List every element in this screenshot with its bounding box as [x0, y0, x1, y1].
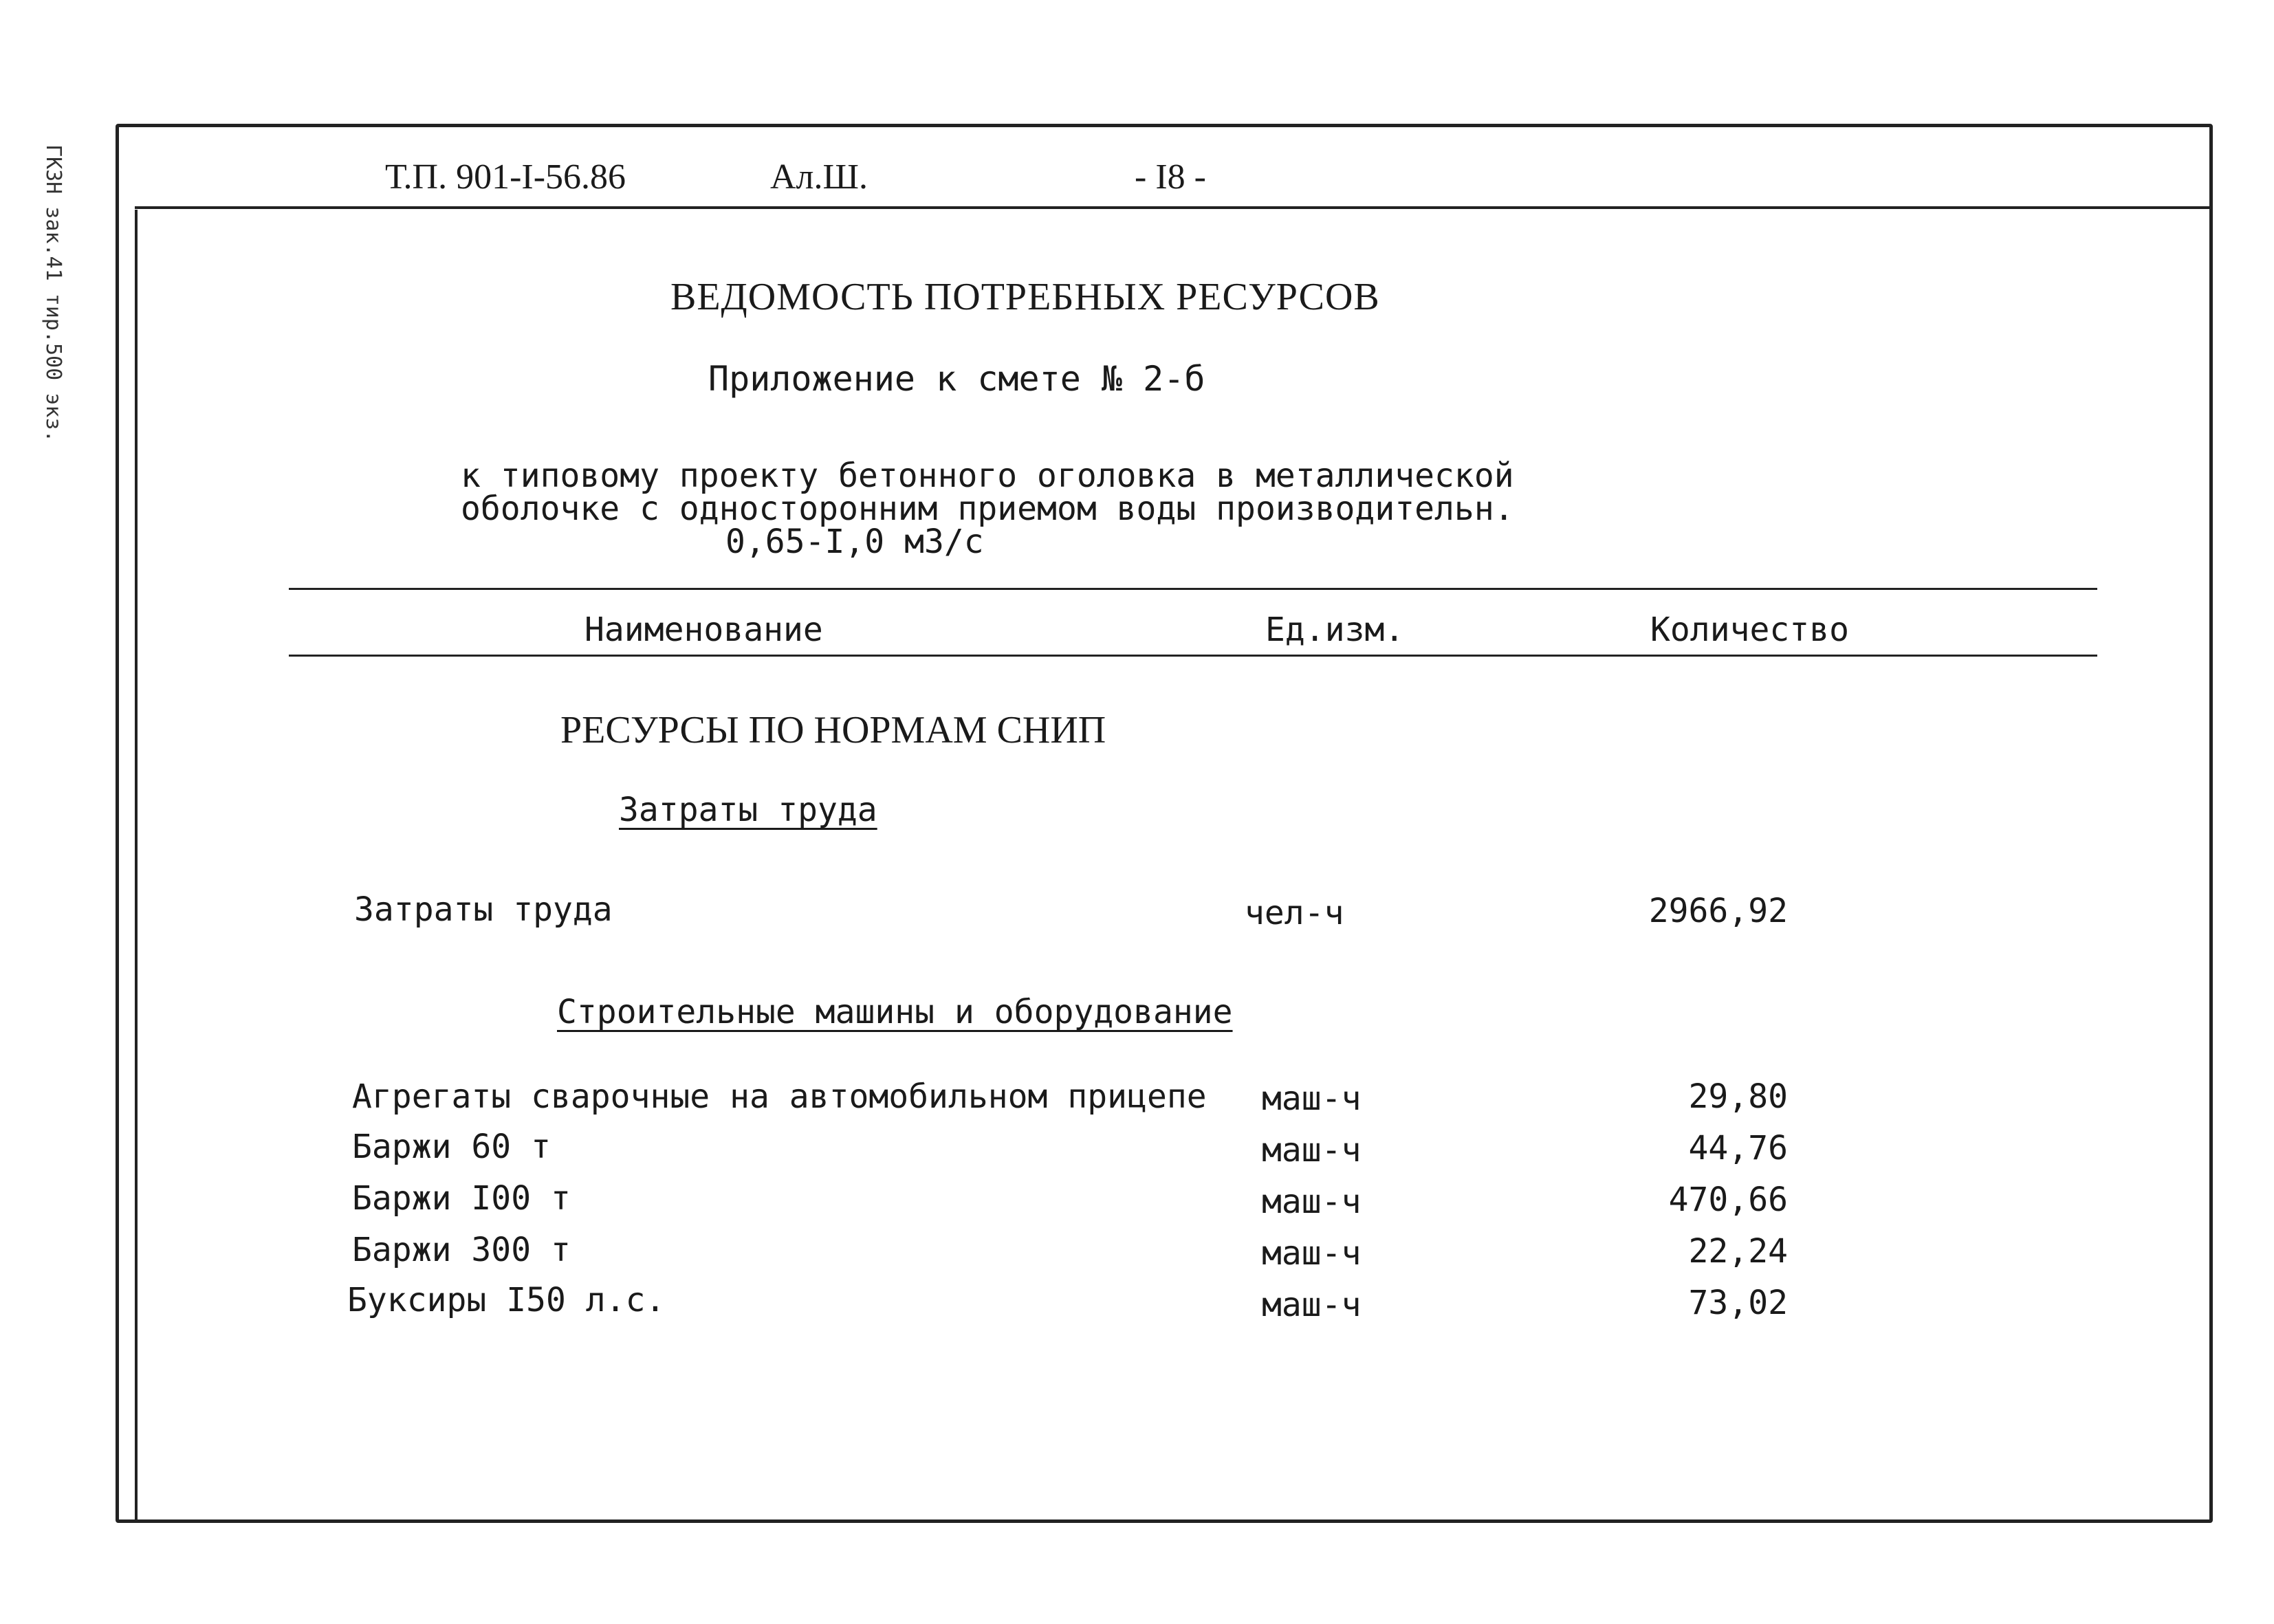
row-name: Агрегаты сварочные на автомобильном прицепе — [352, 1077, 1207, 1116]
print-stamp: ГКЗН зак.41 тир.500 экз. — [41, 144, 65, 443]
table-header-rule — [289, 655, 2097, 657]
document-subtitle: Приложение к смете № 2-б — [708, 359, 1205, 399]
document-title: ВЕДОМОСТЬ ПОТРЕБНЫХ РЕСУРСОВ — [670, 276, 1380, 318]
description-line-1: к типовому проекту бетонного оголовка в металлической — [461, 457, 1514, 495]
row-name: Баржи 300 т — [352, 1231, 571, 1269]
description-line-3: 0,65-I,0 м3/с — [725, 523, 984, 561]
description-line-2: оболочке с односторонним приемом воды производительн. — [461, 490, 1514, 528]
header-rule — [135, 206, 2213, 209]
page-number: - I8 - — [1135, 157, 1206, 197]
row-quantity: 470,66 — [1668, 1181, 1788, 1219]
column-header-quantity: Количество — [1650, 611, 1849, 649]
row-name: Буксиры I50 л.с. — [347, 1281, 666, 1319]
doc-code: Т.П. 901-I-56.86 — [385, 157, 626, 197]
row-unit: маш-ч — [1262, 1131, 1362, 1170]
section-title: РЕСУРСЫ ПО НОРМАМ СНИП — [560, 709, 1106, 751]
labor-heading: Затраты труда — [619, 791, 877, 829]
row-unit: чел-ч — [1245, 894, 1344, 932]
column-header-unit: Ед.изм. — [1265, 611, 1405, 649]
row-quantity: 2966,92 — [1648, 892, 1788, 930]
row-unit: маш-ч — [1262, 1183, 1362, 1221]
row-unit: маш-ч — [1262, 1286, 1362, 1324]
row-quantity: 73,02 — [1688, 1284, 1788, 1322]
row-quantity: 22,24 — [1688, 1232, 1788, 1271]
row-unit: маш-ч — [1262, 1234, 1362, 1273]
row-name: Затраты труда — [354, 890, 613, 929]
row-name: Баржи I00 т — [352, 1179, 571, 1218]
row-quantity: 29,80 — [1688, 1077, 1788, 1116]
column-header-name: Наименование — [584, 611, 823, 649]
row-name: Баржи 60 т — [352, 1128, 551, 1166]
row-quantity: 44,76 — [1688, 1129, 1788, 1167]
table-top-rule — [289, 588, 2097, 590]
album-number: Ал.Ш. — [770, 157, 868, 197]
machines-heading: Строительные машины и оборудование — [557, 993, 1233, 1031]
frame-inner-rule — [135, 210, 138, 1523]
row-unit: маш-ч — [1262, 1079, 1362, 1118]
